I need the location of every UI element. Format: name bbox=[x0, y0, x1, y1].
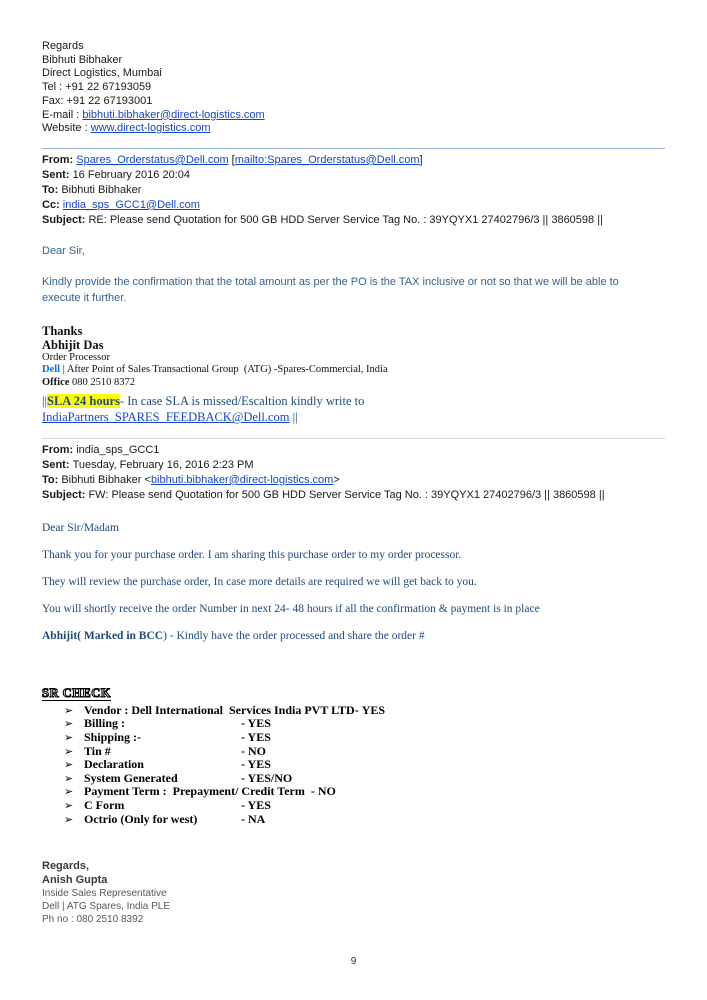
sr-row-value: YES bbox=[361, 702, 386, 717]
sr-row-label: Vendor : Dell International Services India PVT LTD- bbox=[84, 702, 362, 717]
bcc-bold-text: Abhijit( Marked in BCC bbox=[42, 629, 164, 642]
bcc-rest-text: ) - Kindly have the order processed and share the order # bbox=[163, 629, 425, 642]
signature-line-company: Direct Logistics, Mumbai bbox=[42, 67, 162, 80]
page-number: 9 bbox=[350, 956, 357, 967]
email2-paragraph-2: They will review the purchase order, In case more details are required we will get back to you. bbox=[42, 575, 477, 588]
email1-body bbox=[42, 244, 665, 306]
to-label: To: bbox=[42, 473, 62, 486]
email2-to-link[interactable]: bibhuti.bibhaker@direct-logistics.com bbox=[150, 473, 334, 486]
sr-row-label: Declaration bbox=[84, 757, 144, 772]
email1-paragraph: Kindly provide the confirmation that the total amount as per the PO is the TAX inclusive or not so that we will be able to execute it further. bbox=[42, 275, 622, 304]
separator-line-2 bbox=[42, 438, 665, 439]
abhijit-office-line bbox=[42, 377, 665, 389]
arrow-bullet-icon: ➢ bbox=[64, 798, 74, 812]
sr-row-label: Tin # bbox=[84, 743, 111, 758]
bracket-close: ] bbox=[419, 153, 423, 166]
from-label: From: bbox=[42, 153, 77, 166]
email2-from-line bbox=[42, 443, 665, 458]
sr-check-list bbox=[42, 704, 665, 826]
abhijit-signature bbox=[42, 324, 665, 389]
signature-line-email bbox=[42, 109, 665, 123]
sr-check-row-billing bbox=[42, 717, 665, 731]
sender-email-link[interactable]: bibhuti.bibhaker@direct-logistics.com bbox=[82, 108, 265, 121]
arrow-bullet-icon: ➢ bbox=[64, 731, 74, 744]
arrow-bullet-icon: ➢ bbox=[64, 758, 74, 772]
bottom-regards: Regards, bbox=[42, 860, 90, 873]
sr-check-row-tin bbox=[42, 745, 665, 759]
sr-row-label: Payment Term : Prepayment/ Credit Term bbox=[84, 784, 305, 799]
email2-subject-line bbox=[42, 488, 665, 503]
sr-row-value: - YES bbox=[241, 716, 271, 731]
email2-to-prefix: Bibhuti Bibhaker < bbox=[61, 473, 151, 486]
bracket-open: [ bbox=[228, 153, 235, 166]
sender-website-link[interactable]: www.direct-logistics.com bbox=[90, 122, 211, 135]
email-label: E-mail : bbox=[42, 108, 83, 121]
office-number: 080 2510 8372 bbox=[69, 376, 136, 388]
email1-from-link[interactable]: Spares_Orderstatus@Dell.com bbox=[76, 153, 229, 166]
sla-prefix: || bbox=[42, 393, 48, 408]
sr-row-label: Billing : bbox=[84, 716, 126, 731]
sent-label: Sent: bbox=[42, 168, 73, 181]
sr-row-value: - YES bbox=[241, 797, 271, 812]
email1-sent-value: 16 February 2016 20:04 bbox=[72, 168, 190, 181]
email1-mailto-link[interactable]: mailto:Spares_Orderstatus@Dell.com bbox=[234, 153, 420, 166]
email2-subject-value: FW: Please send Quotation for 500 GB HDD Server Service Tag No. : 39YQYX1 27402796/3 || 3860598 || bbox=[88, 488, 605, 501]
office-label: Office bbox=[42, 376, 70, 388]
cc-label: Cc: bbox=[42, 198, 63, 211]
sr-row-label: System Generated bbox=[84, 770, 178, 785]
subject-label: Subject: bbox=[42, 488, 89, 501]
email2-greeting: Dear Sir/Madam bbox=[42, 521, 119, 534]
sr-check-row-vendor bbox=[42, 704, 665, 718]
sla-notice bbox=[42, 393, 582, 426]
sr-check-section bbox=[42, 686, 665, 826]
email1-cc-link[interactable]: india_sps_GCC1@Dell.com bbox=[62, 198, 200, 211]
to-label: To: bbox=[42, 183, 62, 196]
sr-check-row-c-form bbox=[42, 799, 665, 813]
thanks-line: Thanks bbox=[42, 323, 83, 338]
sr-row-value: - YES bbox=[241, 730, 271, 744]
signature-line-regards: Regards bbox=[42, 40, 84, 52]
email2-paragraph-1: Thank you for your purchase order. I am sharing this purchase order to my order processor. bbox=[42, 548, 462, 561]
email1-header bbox=[42, 153, 665, 228]
sr-check-row-octrio bbox=[42, 813, 665, 827]
signature-line-website bbox=[42, 122, 665, 136]
sr-check-title: SR CHECK bbox=[42, 685, 111, 700]
sr-row-value: - NO bbox=[304, 784, 336, 799]
bottom-role: Inside Sales Representative bbox=[42, 888, 167, 900]
website-label: Website : bbox=[42, 122, 91, 135]
abhijit-role: Order Processor bbox=[42, 351, 110, 363]
separator-line-1 bbox=[42, 148, 665, 149]
sla-suffix: || bbox=[289, 410, 298, 425]
sent-label: Sent: bbox=[42, 458, 73, 471]
arrow-bullet-icon: ➢ bbox=[64, 812, 74, 826]
email1-subject-line bbox=[42, 213, 665, 228]
email1-to-value: Bibhuti Bibhaker bbox=[61, 183, 142, 196]
sr-row-value: - YES bbox=[241, 757, 271, 772]
email1-to-line bbox=[42, 183, 665, 198]
email2-to-line bbox=[42, 473, 665, 488]
sr-row-value: - NO bbox=[241, 743, 266, 758]
bottom-phone: Ph no : 080 2510 8392 bbox=[42, 914, 144, 926]
bottom-signature bbox=[42, 860, 665, 926]
sr-row-label: Octrio (Only for west) bbox=[84, 811, 198, 826]
subject-label: Subject: bbox=[42, 213, 89, 226]
email2-from-value: india_sps_GCC1 bbox=[76, 443, 160, 456]
arrow-bullet-icon: ➢ bbox=[64, 717, 74, 731]
arrow-bullet-icon: ➢ bbox=[64, 771, 74, 785]
email1-greeting: Dear Sir, bbox=[42, 244, 85, 257]
signature-line-tel: Tel : +91 22 67193059 bbox=[42, 81, 152, 94]
email2-sent-value: Tuesday, February 16, 2016 2:23 PM bbox=[72, 458, 254, 471]
email2-sent-line bbox=[42, 458, 665, 473]
email1-cc-line bbox=[42, 198, 665, 213]
sr-check-row-payment-term bbox=[42, 785, 665, 799]
arrow-bullet-icon: ➢ bbox=[64, 785, 74, 799]
abhijit-company-line bbox=[42, 364, 665, 376]
sr-check-row-declaration bbox=[42, 758, 665, 772]
email1-from-line bbox=[42, 153, 665, 168]
abhijit-name: Abhijit Das bbox=[42, 337, 104, 352]
signature-line-name: Bibhuti Bibhaker bbox=[42, 53, 123, 66]
email2-paragraph-3: You will shortly receive the order Number in next 24- 48 hours if all the confirmation & payment is in place bbox=[42, 602, 540, 615]
sla-feedback-link[interactable]: IndiaPartners_SPARES_FEEDBACK@Dell.com bbox=[42, 410, 290, 425]
company-rest: | After Point of Sales Transactional Group (ATG) -Spares-Commercial, India bbox=[60, 364, 388, 376]
sr-row-value: - YES/NO bbox=[241, 770, 293, 785]
bottom-company: Dell | ATG Spares, India PLE bbox=[42, 901, 171, 913]
email2-to-suffix: > bbox=[333, 473, 340, 486]
email2-header bbox=[42, 443, 665, 503]
email2-body bbox=[42, 520, 665, 644]
sr-check-row-shipping bbox=[42, 731, 665, 745]
email1-sent-line bbox=[42, 168, 665, 183]
sla-highlighted-text: SLA 24 hours bbox=[47, 393, 120, 408]
email2-bcc-line bbox=[42, 628, 665, 644]
email1-subject-value: RE: Please send Quotation for 500 GB HDD Server Service Tag No. : 39YQYX1 27402796/3 || 3860598 || bbox=[88, 213, 603, 226]
sr-row-value: - NA bbox=[241, 811, 266, 826]
sla-text: - In case SLA is missed/Escaltion kindly write to bbox=[119, 393, 368, 408]
from-label: From: bbox=[42, 443, 77, 456]
sr-check-row-system-generated bbox=[42, 772, 665, 786]
top-signature bbox=[42, 40, 665, 136]
dell-brand-text: Dell bbox=[42, 364, 61, 376]
sr-row-label: Shipping :- bbox=[84, 730, 142, 744]
sr-row-label: C Form bbox=[84, 797, 125, 812]
arrow-bullet-icon: ➢ bbox=[64, 744, 74, 758]
signature-line-fax: Fax: +91 22 67193001 bbox=[42, 94, 153, 107]
bottom-name: Anish Gupta bbox=[42, 873, 108, 886]
arrow-bullet-icon: ➢ bbox=[64, 703, 74, 717]
